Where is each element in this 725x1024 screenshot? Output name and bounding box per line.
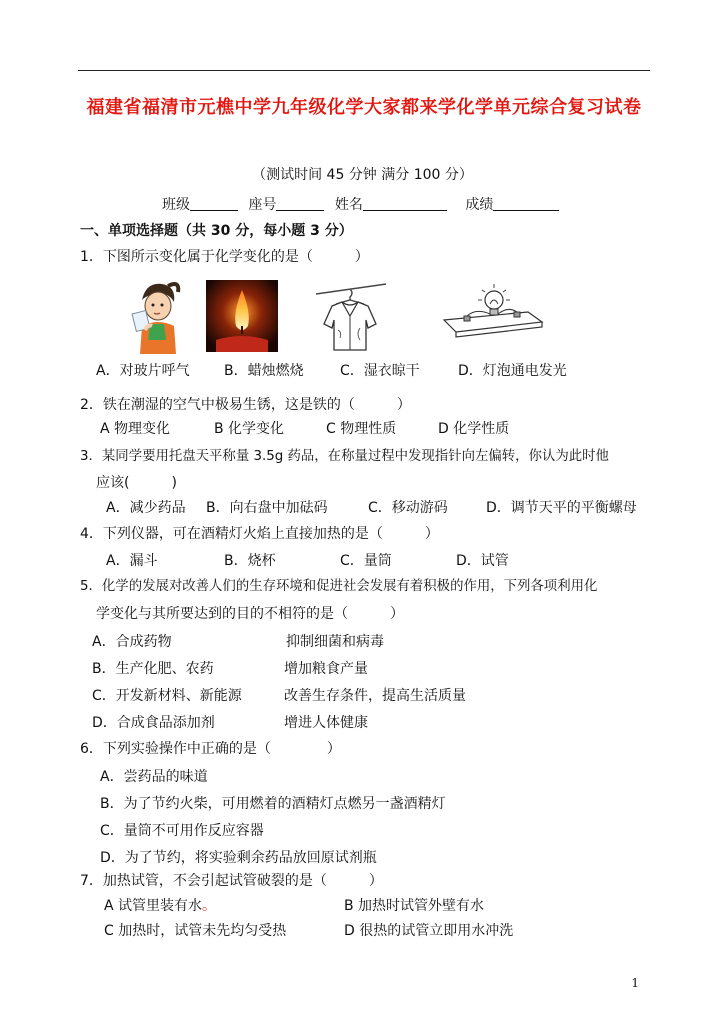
- q6-option-b[interactable]: B．为了节约火柴，可用燃着的酒精灯点燃另一盏酒精灯: [100, 796, 446, 812]
- q4-option-a[interactable]: A．漏斗: [106, 553, 158, 569]
- seat-label: 座号: [248, 197, 277, 213]
- seat-blank[interactable]: [276, 196, 324, 211]
- q5-option-a[interactable]: A．合成药物: [92, 634, 172, 650]
- page-number: 1: [631, 976, 639, 990]
- q5-option-d[interactable]: D．合成食品添加剂: [92, 715, 215, 731]
- q1-option-d[interactable]: D．灯泡通电发光: [458, 363, 567, 379]
- q7-option-d[interactable]: D 很热的试管立即用水冲洗: [344, 923, 514, 939]
- header-rule: [78, 70, 650, 71]
- q4-stem: 4．下列仪器，可在酒精灯火焰上直接加热的是（ ）: [80, 526, 439, 542]
- q7-option-a-text: A 试管里装有水: [104, 898, 203, 914]
- q3-stem-line1: 3．某同学要用托盘天平称量 3.5g 药品，在称量过程中发现指针向左偏转，你认为此时他: [80, 449, 609, 464]
- name-blank[interactable]: [363, 196, 447, 211]
- q3-option-a[interactable]: A．减少药品: [106, 500, 186, 516]
- q6-option-c[interactable]: C．量筒不可用作反应容器: [100, 823, 264, 839]
- q7-option-a[interactable]: [104, 897, 216, 915]
- q4-option-d[interactable]: D．试管: [456, 553, 509, 569]
- class-blank[interactable]: [190, 196, 238, 211]
- q7-option-a-mark: 。: [202, 898, 217, 914]
- q3-option-b[interactable]: B．向右盘中加砝码: [206, 500, 328, 516]
- q1-option-a[interactable]: A．对玻片呼气: [96, 363, 190, 379]
- q3-stem-line2: 应该( ): [96, 475, 177, 491]
- section-heading: 一、单项选择题（共 30 分，每小题 3 分）: [80, 223, 353, 239]
- q5-option-c[interactable]: C．开发新材料、新能源: [92, 688, 242, 704]
- subtitle: （测试时间 45 分钟 满分 100 分）: [252, 167, 473, 183]
- girl-breathing-icon: [128, 278, 186, 354]
- class-label: 班级: [162, 197, 190, 213]
- q1-stem: 1．下图所示变化属于化学变化的是（ ）: [80, 249, 369, 265]
- q3-option-c[interactable]: C．移动游码: [368, 500, 448, 516]
- q3-option-d[interactable]: D．调节天平的平衡螺母: [486, 500, 637, 516]
- q1-option-b[interactable]: B．蜡烛燃烧: [224, 363, 304, 379]
- q2-stem: 2．铁在潮湿的空气中极易生锈，这是铁的（ ）: [80, 397, 411, 413]
- q5-stem-line2: 学变化与其所要达到的目的不相符的是（ ）: [96, 606, 404, 622]
- q2-option-b[interactable]: B 化学变化: [214, 421, 285, 437]
- q1-option-c[interactable]: C．湿衣晾干: [340, 363, 420, 379]
- q7-option-b[interactable]: B 加热时试管外壁有水: [344, 898, 485, 914]
- score-label: 成绩: [465, 197, 494, 213]
- q2-option-a[interactable]: A 物理变化: [100, 421, 171, 437]
- q6-option-d[interactable]: D．为了节约，将实验剩余药品放回原试剂瓶: [100, 850, 377, 866]
- student-info-line: [162, 196, 559, 214]
- q6-option-a[interactable]: A．尝药品的味道: [100, 769, 208, 785]
- q2-option-c[interactable]: C 物理性质: [326, 421, 397, 437]
- q5-option-d-purpose: 增进人体健康: [284, 715, 368, 731]
- q5-option-b-purpose: 增加粮食产量: [284, 661, 368, 677]
- q6-stem: 6．下列实验操作中正确的是（ ）: [80, 741, 341, 757]
- q5-option-c-purpose: 改善生存条件，提高生活质量: [284, 688, 466, 704]
- bulb-board-icon: [436, 282, 544, 338]
- q5-option-b[interactable]: B．生产化肥、农药: [92, 661, 214, 677]
- name-label: 姓名: [334, 197, 363, 213]
- q7-stem: 7．加热试管，不会引起试管破裂的是（ ）: [80, 873, 383, 889]
- score-blank[interactable]: [493, 196, 559, 211]
- page-title: 福建省福清市元樵中学九年级化学大家都来学化学单元综合复习试卷: [86, 97, 642, 118]
- q4-option-c[interactable]: C．量筒: [340, 553, 392, 569]
- q5-option-a-purpose: 抑制细菌和病毒: [286, 634, 384, 650]
- q2-option-d[interactable]: D 化学性质: [438, 421, 510, 437]
- q4-option-b[interactable]: B．烧杯: [224, 553, 276, 569]
- shirt-hanger-icon: [312, 280, 388, 354]
- candle-flame-icon: [206, 280, 278, 352]
- q7-option-c[interactable]: C 加热时，试管未先均匀受热: [104, 923, 287, 939]
- q5-stem-line1: 5．化学的发展对改善人们的生存环境和促进社会发展有着积极的作用，下列各项利用化: [80, 579, 598, 594]
